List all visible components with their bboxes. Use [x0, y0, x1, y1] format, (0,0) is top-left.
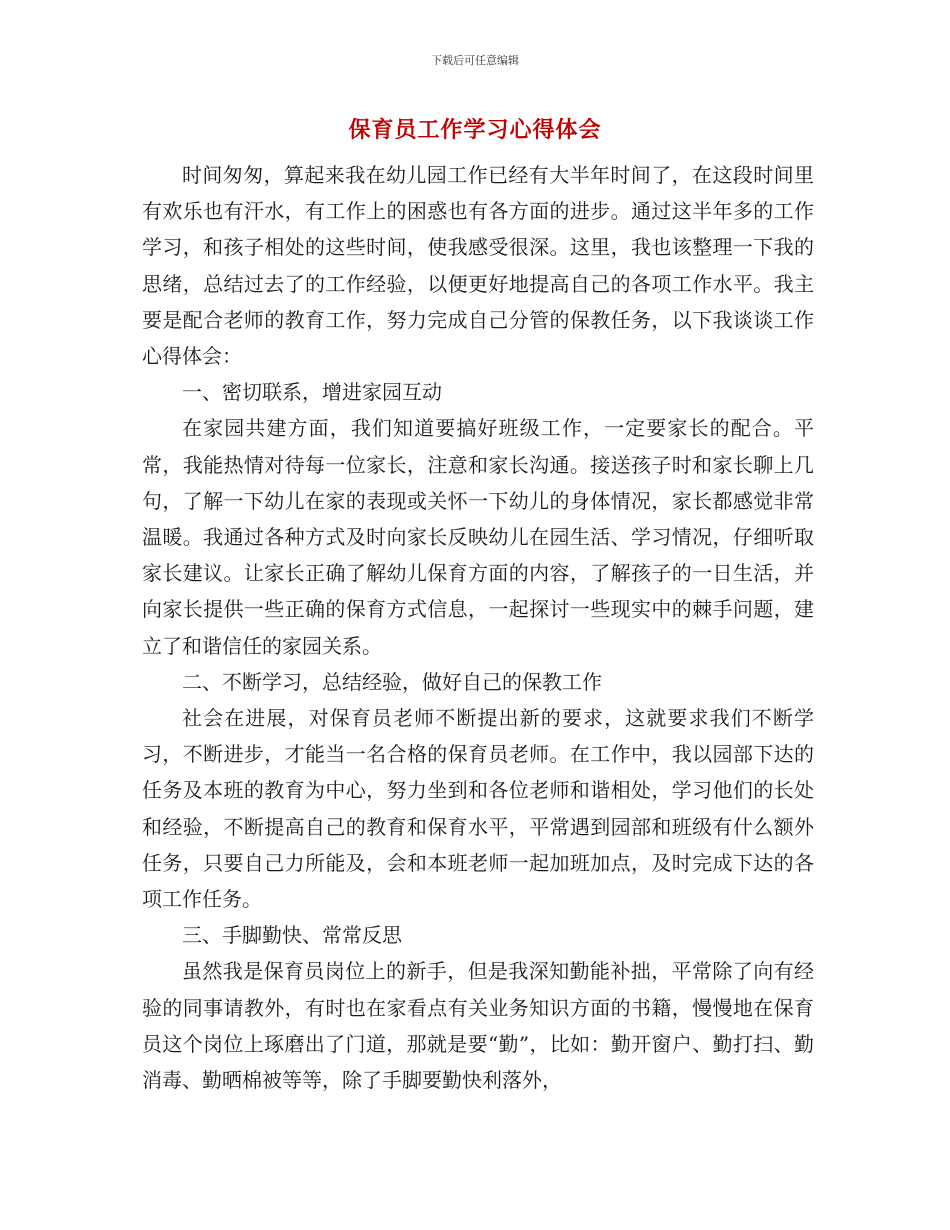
paragraph-section-2: 社会在进展，对保育员老师不断提出新的要求，这就要求我们不断学习，不断进步，才能当一名合格的保育员老师。在工作中，我以园部下达的任务及本班的教育为中心，努力坐到和各位老师和谐相处，学习他们的长处和经验，不断提高自己的教育和保育水平，平常遇到园部和班级有什么额外任务，只要自己力所能及，会和本班老师一起加班加点，及时完成下达的各项工作任务。	[142, 706, 814, 912]
document-body	[142, 157, 814, 1098]
section-heading-2: 二、不断学习，总结经验，做好自己的保教工作	[182, 669, 602, 694]
section-heading-1: 一、密切联系，增进家园互动	[182, 380, 442, 405]
paragraph-intro: 时间匆匆，算起来我在幼儿园工作已经有大半年时间了，在这段时间里有欢乐也有汗水，有工作上的困惑也有各方面的进步。通过这半年多的工作学习，和孩子相处的这些时间，使我感受很深。这里，我也该整理一下我的思绪，总结过去了的工作经验，以便更好地提高自己的各项工作水平。我主要是配合老师的教育工作，努力完成自己分管的保教任务，以下我谈谈工作心得体会：	[142, 163, 814, 369]
document-title: 保育员工作学习心得体会	[348, 118, 602, 143]
paragraph-section-3: 虽然我是保育员岗位上的新手，但是我深知勤能补拙，平常除了向有经验的同事请教外，有时也在家看点有关业务知识方面的书籍，慢慢地在保育员这个岗位上琢磨出了门道，那就是要“勤”，比如：勤开窗户、勤打扫、勤消毒、勤晒棉被等等，除了手脚要勤快利落外，	[142, 959, 814, 1093]
paragraph-section-1: 在家园共建方面，我们知道要搞好班级工作，一定要家长的配合。平常，我能热情对待每一位家长，注意和家长沟通。接送孩子时和家长聊上几句，了解一下幼儿在家的表现或关怀一下幼儿的身体情况，家长都感觉非常温暖。我通过各种方式及时向家长反映幼儿在园生活、学习情况，仔细听取家长建议。让家长正确了解幼儿保育方面的内容，了解孩子的一日生活，并向家长提供一些正确的保育方式信息，一起探讨一些现实中的棘手问题，建立了和谐信任的家园关系。	[142, 416, 814, 658]
header-note: 下载后可任意编辑	[431, 54, 519, 67]
section-heading-3: 三、手脚勤快、常常反思	[182, 923, 402, 948]
